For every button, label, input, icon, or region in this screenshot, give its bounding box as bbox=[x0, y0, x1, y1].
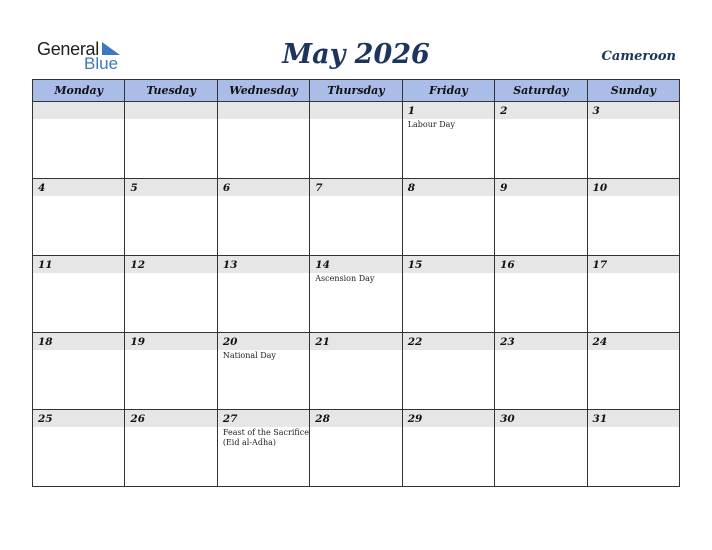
calendar-grid bbox=[32, 79, 680, 487]
day-number: 15 bbox=[407, 259, 423, 271]
day-number: 3 bbox=[592, 105, 600, 117]
week-row bbox=[33, 179, 680, 256]
day-number-bar bbox=[125, 333, 216, 350]
day-cell bbox=[125, 256, 217, 333]
day-number: 31 bbox=[592, 413, 608, 425]
day-number-bar bbox=[495, 410, 586, 427]
logo-text-blue: Blue bbox=[84, 54, 119, 73]
day-cell bbox=[495, 102, 587, 179]
day-cell bbox=[33, 256, 125, 333]
day-cell bbox=[310, 333, 402, 410]
day-number: 22 bbox=[407, 336, 423, 348]
day-number-bar bbox=[495, 102, 586, 119]
day-number-bar bbox=[588, 179, 679, 196]
day-cell bbox=[402, 333, 494, 410]
day-number-bar bbox=[588, 333, 679, 350]
day-cell bbox=[402, 256, 494, 333]
day-number-bar bbox=[310, 179, 401, 196]
day-cell bbox=[587, 333, 679, 410]
weekday-header: Saturday bbox=[495, 80, 587, 102]
holiday-label: Labour Day bbox=[407, 120, 455, 129]
weekday-header: Friday bbox=[402, 80, 494, 102]
day-cell bbox=[587, 102, 679, 179]
day-cell bbox=[495, 179, 587, 256]
day-number-bar bbox=[310, 410, 401, 427]
day-number-bar bbox=[588, 410, 679, 427]
day-number-bar bbox=[310, 333, 401, 350]
day-number: 25 bbox=[38, 413, 53, 425]
day-number: 30 bbox=[500, 413, 515, 425]
weekday-header: Thursday bbox=[310, 80, 402, 102]
weekday-header: Wednesday bbox=[217, 80, 309, 102]
day-number: 24 bbox=[592, 336, 608, 348]
day-number: 12 bbox=[130, 259, 146, 271]
day-number-bar bbox=[33, 102, 124, 119]
day-cell bbox=[217, 410, 309, 487]
day-number-bar bbox=[403, 256, 494, 273]
day-number: 17 bbox=[592, 259, 608, 271]
day-cell bbox=[33, 410, 125, 487]
day-number-bar bbox=[310, 102, 401, 119]
day-cell bbox=[125, 102, 217, 179]
day-number: 21 bbox=[315, 336, 330, 348]
day-number-bar bbox=[588, 102, 679, 119]
day-cell bbox=[495, 333, 587, 410]
day-number: 28 bbox=[315, 413, 330, 425]
day-number-bar bbox=[403, 179, 494, 196]
day-number-bar bbox=[218, 179, 309, 196]
weekday-header: Monday bbox=[33, 80, 125, 102]
day-number-bar bbox=[125, 179, 216, 196]
week-row bbox=[33, 256, 680, 333]
holiday-label: National Day bbox=[222, 351, 276, 360]
day-number-bar bbox=[495, 333, 586, 350]
day-number-bar bbox=[33, 256, 124, 273]
day-cell bbox=[33, 333, 125, 410]
day-number: 5 bbox=[130, 182, 138, 194]
day-number-bar bbox=[33, 410, 124, 427]
holiday-label: Ascension Day bbox=[315, 274, 375, 283]
day-number: 9 bbox=[500, 182, 508, 194]
day-number: 11 bbox=[38, 259, 53, 271]
day-cell bbox=[125, 410, 217, 487]
day-cell bbox=[217, 102, 309, 179]
calendar-body bbox=[33, 102, 680, 487]
day-number: 23 bbox=[500, 336, 515, 348]
day-number: 26 bbox=[130, 413, 146, 425]
day-cell bbox=[33, 179, 125, 256]
weekday-header-row bbox=[33, 80, 680, 102]
day-cell bbox=[402, 179, 494, 256]
week-row bbox=[33, 102, 680, 179]
day-number: 19 bbox=[130, 336, 146, 348]
day-cell bbox=[125, 179, 217, 256]
day-number-bar bbox=[403, 333, 494, 350]
day-number-bar bbox=[218, 333, 309, 350]
day-number: 16 bbox=[500, 259, 515, 271]
day-number-bar bbox=[218, 102, 309, 119]
day-number: 14 bbox=[315, 259, 330, 271]
day-number: 20 bbox=[222, 336, 238, 348]
day-number: 18 bbox=[38, 336, 53, 348]
day-number-bar bbox=[403, 102, 494, 119]
day-number: 2 bbox=[500, 105, 508, 117]
day-cell bbox=[217, 179, 309, 256]
logo-text-general: General bbox=[37, 39, 99, 59]
day-number-bar bbox=[218, 410, 309, 427]
day-number: 7 bbox=[315, 182, 323, 194]
day-cell bbox=[310, 179, 402, 256]
day-number-bar bbox=[125, 410, 216, 427]
day-cell bbox=[587, 256, 679, 333]
day-cell bbox=[310, 410, 402, 487]
day-number-bar bbox=[218, 256, 309, 273]
day-cell bbox=[495, 256, 587, 333]
day-number: 27 bbox=[222, 413, 238, 425]
day-cell bbox=[217, 333, 309, 410]
day-number-bar bbox=[125, 256, 216, 273]
weekday-header: Sunday bbox=[587, 80, 679, 102]
day-number: 10 bbox=[592, 182, 608, 194]
day-cell bbox=[587, 410, 679, 487]
day-number: 8 bbox=[407, 182, 415, 194]
day-number-bar bbox=[403, 410, 494, 427]
week-row bbox=[33, 333, 680, 410]
day-cell bbox=[310, 102, 402, 179]
day-number-bar bbox=[495, 256, 586, 273]
day-cell bbox=[402, 102, 494, 179]
day-number: 4 bbox=[38, 182, 46, 194]
day-cell bbox=[587, 179, 679, 256]
day-cell bbox=[217, 256, 309, 333]
weekday-header: Tuesday bbox=[125, 80, 217, 102]
day-number-bar bbox=[310, 256, 401, 273]
day-cell bbox=[402, 410, 494, 487]
day-number: 1 bbox=[407, 105, 415, 117]
day-number-bar bbox=[588, 256, 679, 273]
country-label: Cameroon bbox=[601, 49, 676, 64]
day-number-bar bbox=[125, 102, 216, 119]
day-number-bar bbox=[33, 333, 124, 350]
day-number: 29 bbox=[407, 413, 423, 425]
calendar-title: May 2026 bbox=[282, 39, 430, 70]
day-number-bar bbox=[495, 179, 586, 196]
day-cell bbox=[495, 410, 587, 487]
day-number: 6 bbox=[222, 182, 231, 194]
week-row bbox=[33, 410, 680, 487]
day-cell bbox=[310, 256, 402, 333]
day-cell bbox=[33, 102, 125, 179]
day-number-bar bbox=[33, 179, 124, 196]
holiday-label: Feast of the Sacrifice (Eid al-Adha) bbox=[222, 428, 309, 447]
day-cell bbox=[125, 333, 217, 410]
day-number: 13 bbox=[222, 259, 238, 271]
